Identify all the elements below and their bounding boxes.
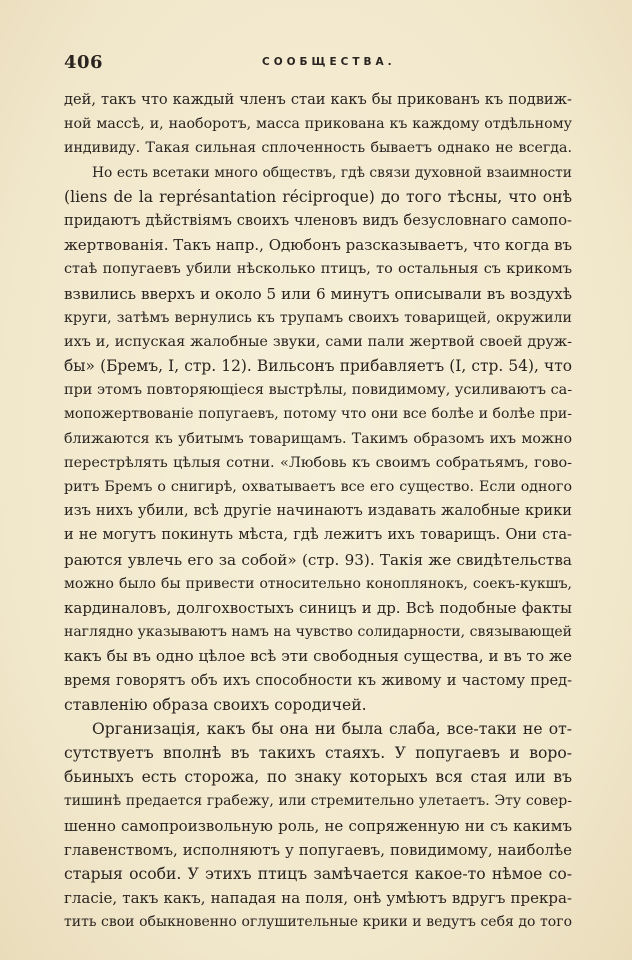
text-line: ближаются къ убитымъ товарищамъ. Такимъ образомъ ихъ можно	[64, 430, 572, 447]
text-line: перестрѣлять цѣлыя сотни. «Любовь къ своимъ собратьямъ, гово-	[64, 454, 572, 471]
text-line: бы» (Бремъ, I, стр. 12). Вильсонъ прибавляетъ (I, стр. 54), что	[64, 357, 572, 376]
running-head: СООБЩЕСТВА.	[262, 56, 396, 68]
text-line: ной массѣ, и, наоборотъ, масса прикована къ каждому отдѣльному	[64, 116, 572, 133]
text-line: сутствуетъ вполнѣ въ такихъ стаяхъ. У попугаевъ и воро-	[64, 744, 572, 763]
text-line: дей, такъ что каждый членъ стаи какъ бы прикованъ къ подвиж-	[64, 91, 572, 108]
text-line: ритъ Бремъ о снигирѣ, охватываетъ все его существо. Если одного	[64, 479, 572, 495]
text-line: стаѣ попугаевъ убили нѣсколько птицъ, то остальныя съ крикомъ	[64, 261, 572, 278]
text-line: мопожертвованіе попугаевъ, потому что они все болѣе и болѣе при-	[64, 406, 572, 423]
text-line: наглядно указываютъ намъ на чувство солидарности, связывающей	[64, 624, 572, 641]
text-line: шенно самопроизвольную роль, не сопряженную ни съ какимъ	[64, 816, 572, 835]
text-line: индивиду. Такая сильная сплоченность бываетъ однако не всегда.	[64, 140, 572, 157]
body-text	[64, 88, 572, 935]
text-line: главенствомъ, исполняютъ у попугаевъ, повидимому, наиболѣе	[64, 840, 572, 859]
text-line: взвились вверхъ и около 5 или 6 минутъ описывали въ воздухѣ	[64, 284, 572, 303]
text-line: бьиныхъ есть сторожа, по знаку которыхъ вся стая или въ	[64, 768, 572, 787]
text-line: Но есть всетаки много обществъ, гдѣ связи духовной взаимности	[92, 164, 572, 181]
text-line: (liens de la représantation réciproque) до того тѣсны, что онѣ	[64, 187, 572, 206]
text-line: гласіе, такъ какъ, нападая на поля, онѣ умѣютъ вдругъ прекра-	[64, 889, 572, 908]
text-line: ихъ и, испуская жалобные звуки, сами пали жертвой своей друж-	[64, 333, 572, 350]
text-line: тишинѣ предается грабежу, или стремительно улетаетъ. Эту совер-	[64, 793, 572, 810]
text-line: при этомъ повторяющіеся выстрѣлы, повидимому, усиливаютъ са-	[64, 382, 572, 399]
text-line: придаютъ дѣйствіямъ своихъ членовъ видъ безусловнаго самопо-	[64, 211, 572, 229]
text-line: кардиналовъ, долгохвостыхъ синицъ и др. Всѣ подобные факты	[64, 598, 572, 617]
text-line: тить свои обыкновенно оглушительные крики и ведутъ себя до того	[64, 914, 572, 931]
text-line: круги, затѣмъ вернулись къ трупамъ своихъ товарищей, окружили	[64, 309, 572, 326]
page-header	[64, 52, 574, 76]
text-line: и не могутъ покинуть мѣста, гдѣ лежитъ ихъ товарищъ. Они ста-	[64, 526, 572, 544]
text-line: раются увлечь его за собой» (стр. 93). Такія же свидѣтельства	[64, 550, 572, 569]
text-line: жертвованія. Такъ напр., Одюбонъ разсказываетъ, что когда въ	[64, 236, 572, 255]
text-line: старыя особи. У этихъ птицъ замѣчается какое-то нѣмое со-	[64, 865, 572, 883]
text-line: ставленію образа своихъ сородичей.	[64, 695, 367, 714]
text-line: изъ нихъ убили, всѣ другіе начинаютъ издавать жалобные крики	[64, 502, 572, 520]
text-line: время говорятъ объ ихъ способности къ живому и частому пред-	[64, 671, 572, 689]
text-line: какъ бы въ одно цѣлое всѣ эти свободныя существа, и въ то же	[64, 647, 572, 666]
page-number: 406	[64, 52, 104, 73]
text-line: Организація, какъ бы она ни была слаба, все-таки не от-	[92, 719, 572, 738]
text-line: можно было бы привести относительно коноплянокъ, соекъ-кукшъ,	[64, 575, 572, 592]
